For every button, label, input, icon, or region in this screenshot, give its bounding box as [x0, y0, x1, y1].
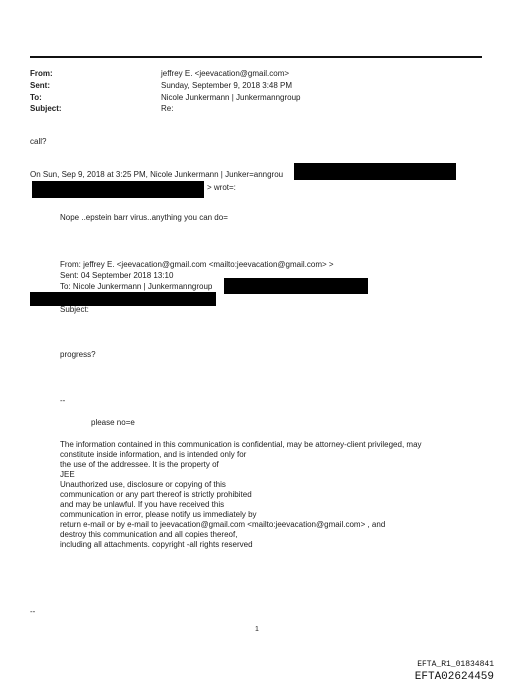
- disclaimer-line: communication or any part thereof is strictly prohibited: [60, 490, 252, 499]
- disclaimer-line: constitute inside information, and is intended only for: [60, 450, 247, 459]
- subject-label: Subject:: [30, 104, 62, 113]
- from-label: From:: [30, 69, 53, 78]
- sent-label: Sent:: [30, 81, 50, 90]
- disclaimer-line: return e-mail or by e-mail to jeevacation@gmail.com <mailto:jeevacation@gmail.com> , and: [60, 520, 386, 529]
- disclaimer: [60, 440, 422, 550]
- disclaimer-line: communication in error, please notify us immediately by: [60, 510, 257, 519]
- to-value: Nicole Junkermann | Junkermanngroup: [161, 93, 301, 102]
- bates-number-primary: EFTA_R1_01834841: [417, 660, 494, 669]
- quote-wrote: > wrot=:: [207, 183, 236, 192]
- orig-to: To: Nicole Junkermann | Junkermanngroup: [60, 282, 213, 291]
- orig-subject: Subject:: [60, 305, 89, 314]
- redaction-box: [224, 278, 368, 294]
- disclaimer-line: including all attachments. copyright -all rights reserved: [60, 540, 253, 549]
- signature-dashes: --: [60, 396, 66, 405]
- subject-value: Re:: [161, 104, 174, 113]
- from-value: jeffrey E. <jeevacation@gmail.com>: [161, 69, 290, 78]
- redaction-box: [30, 292, 216, 306]
- sent-value: Sunday, September 9, 2018 3:48 PM: [161, 81, 293, 90]
- quote-text: Nope ..epstein barr virus..anything you can do=: [60, 213, 228, 222]
- redaction-box: [32, 181, 204, 198]
- please-note: please no=e: [91, 418, 135, 427]
- closing-dashes: --: [30, 607, 36, 616]
- disclaimer-line: and may be unlawful. If you have received this: [60, 500, 225, 509]
- orig-from: From: jeffrey E. <jeevacation@gmail.com <mailto:jeevacation@gmail.com> >: [60, 260, 334, 269]
- quote-header: On Sun, Sep 9, 2018 at 3:25 PM, Nicole Junkermann | Junker=anngrou: [30, 170, 284, 179]
- disclaimer-line: JEE: [60, 470, 75, 479]
- disclaimer-line: destroy this communication and all copies thereof,: [60, 530, 238, 539]
- redaction-box: [294, 163, 456, 180]
- page-number: 1: [255, 626, 259, 633]
- disclaimer-line: The information contained in this communication is confidential, may be attorney-client privileged, may: [60, 440, 422, 449]
- disclaimer-line: Unauthorized use, disclosure or copying of this: [60, 480, 226, 489]
- bates-number-secondary: EFTA02624459: [414, 671, 494, 683]
- header-rule: [30, 56, 482, 58]
- reply-text: call?: [30, 137, 47, 146]
- orig-sent: Sent: 04 September 2018 13:10: [60, 271, 174, 280]
- to-label: To:: [30, 93, 42, 102]
- disclaimer-line: the use of the addressee. It is the property of: [60, 460, 219, 469]
- orig-text: progress?: [60, 350, 96, 359]
